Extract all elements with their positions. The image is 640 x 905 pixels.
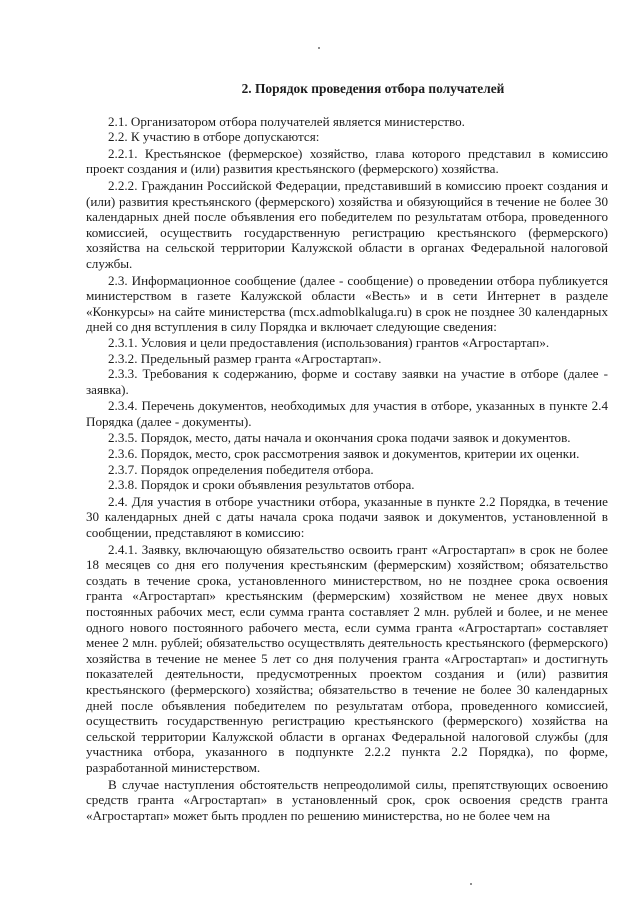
paragraph-2-3-8: 2.3.8. Порядок и сроки объявления результатов отбора. bbox=[108, 477, 415, 493]
paragraph-2-4-1: 2.4.1. Заявку, включающую обязательство освоить грант «Агростартап» в срок не более 18 месяцев со дня его получения крестьянским (фермерским) хозяйством; обязательство создать в течение срока, установленного министерством, но не позднее срока освоения гранта «Агростартап» крестьянским (фермерским) хозяйством не менее двух новых постоянных рабочих мест, если сумма гранта составляет 2 млн. рублей и более, и не менее одного нового постоянного рабочего места, если сумма гранта «Агростартап» составляет менее 2 млн. рублей; обязательство осуществлять деятельность крестьянского (фермерского) хозяйства в течение не менее 5 лет со дня получения гранта «Агростартап» и достигнуть показателей деятельности, предусмотренных проектом создания и (или) развития крестьянского (фермерского) хозяйства; обязательство в течение не более 30 календарных дней после объявления победителем по результатам отбора, проведенного комиссией, осуществить государственную регистрацию крестьянского (фермерского) хозяйства на сельской территории Калужской области в органах Федеральной налоговой службы (для участника отбора, указанного в подпункте 2.2.2 пункта 2.2 Порядка), по форме, разработанной министерством. bbox=[86, 541, 608, 775]
paragraph-2-3-3: 2.3.3. Требования к содержанию, форме и составу заявки на участие в отборе (далее - заявка). bbox=[86, 366, 608, 397]
paragraph-2-3: 2.3. Информационное сообщение (далее - сообщение) о проведении отбора публикуется министерством в газете Калужской области «Весть» и в сети Интернет в разделе «Конкурсы» на сайте министерства (mcx.admoblkaluga.ru) в срок не позднее 30 календарных дней со дня вступления в силу Порядка и включает следующие сведения: bbox=[86, 272, 608, 335]
document-body bbox=[86, 81, 608, 823]
paragraph-2-3-5: 2.3.5. Порядок, место, даты начала и окончания срока подачи заявок и документов. bbox=[108, 430, 571, 446]
scan-speck bbox=[470, 883, 472, 885]
paragraph-2-3-4: 2.3.4. Перечень документов, необходимых для участия в отборе, указанных в пункте 2.4 Порядка (далее - документы). bbox=[86, 398, 608, 429]
paragraph-2-3-2: 2.3.2. Предельный размер гранта «Агростартап». bbox=[108, 350, 382, 366]
scan-speck bbox=[318, 47, 320, 49]
section-title: 2. Порядок проведения отбора получателей bbox=[241, 81, 505, 96]
paragraph-2-1: 2.1. Организатором отбора получателей является министерство. bbox=[108, 113, 465, 129]
paragraph-2-3-1: 2.3.1. Условия и цели предоставления (использования) грантов «Агростартап». bbox=[108, 334, 550, 350]
paragraph-2-3-7: 2.3.7. Порядок определения победителя отбора. bbox=[108, 461, 374, 477]
paragraph-2-4: 2.4. Для участия в отборе участники отбора, указанные в пункте 2.2 Порядка, в течение 30 календарных дней с даты начала срока подачи заявок и документов, установленной в сообщении, представляют в комиссию: bbox=[86, 493, 608, 541]
paragraph-2-2-2: 2.2.2. Гражданин Российской Федерации, представивший в комиссию проект создания и (или) развития крестьянского (фермерского) хозяйства и обязующийся в течение не более 30 календарных дней после объявления его победителем по результатам отбора, проведенного комиссией, осуществить государственную регистрацию крестьянского (фермерского) хозяйства на сельской территории Калужской области в органах Федеральной налоговой службы. bbox=[86, 177, 608, 271]
paragraph-2-2-1: 2.2.1. Крестьянское (фермерское) хозяйство, глава которого представил в комиссию проект создания и (или) развития крестьянского (фермерского) хозяйства. bbox=[86, 145, 608, 177]
paragraph-2-3-6: 2.3.6. Порядок, место, срок рассмотрения заявок и документов, критерии их оценки. bbox=[108, 446, 580, 462]
paragraph-2-2: 2.2. К участию в отборе допускаются: bbox=[108, 129, 320, 145]
paragraph-force-majeure: В случае наступления обстоятельств непреодолимой силы, препятствующих освоению средств гранта «Агростартап» в установленный срок, срок освоения средств гранта «Агростартап» может быть продлен по решению министерства, но не более чем на bbox=[86, 776, 608, 823]
